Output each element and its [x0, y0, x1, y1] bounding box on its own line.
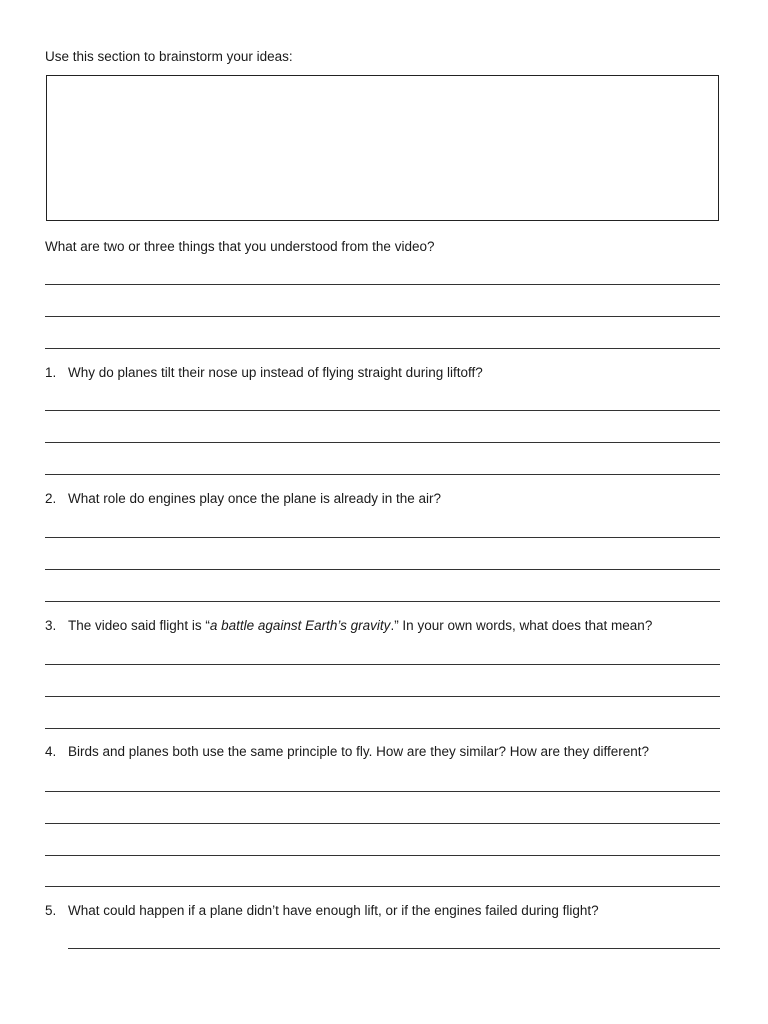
- answer-line[interactable]: [45, 601, 720, 602]
- question-2-text: What role do engines play once the plane is already in the air?: [68, 491, 441, 506]
- answer-line[interactable]: [45, 537, 720, 538]
- answer-line[interactable]: [45, 791, 720, 792]
- question-3: [45, 617, 652, 635]
- brainstorm-prompt: Use this section to brainstorm your ideas:: [45, 49, 293, 64]
- answer-line[interactable]: [45, 664, 720, 665]
- question-3-number: 3.: [45, 618, 57, 633]
- question-1-text: Why do planes tilt their nose up instead of flying straight during liftoff?: [68, 365, 483, 380]
- answer-line[interactable]: [45, 442, 720, 443]
- answer-line[interactable]: [45, 316, 720, 317]
- question-5-number: 5.: [45, 903, 57, 918]
- question-3-text-after: .” In your own words, what does that mean?: [390, 618, 653, 633]
- understood-prompt: What are two or three things that you understood from the video?: [45, 239, 435, 254]
- answer-line[interactable]: [45, 823, 720, 824]
- question-3-text-before: The video said flight is “: [68, 618, 210, 633]
- question-4-number: 4.: [45, 744, 57, 759]
- answer-line[interactable]: [45, 696, 720, 697]
- question-2-number: 2.: [45, 491, 57, 506]
- question-5: [45, 902, 599, 920]
- answer-line[interactable]: [45, 728, 720, 729]
- question-1: [45, 364, 483, 382]
- answer-line[interactable]: [45, 284, 720, 285]
- answer-line[interactable]: [68, 948, 720, 949]
- answer-line[interactable]: [45, 474, 720, 475]
- question-4-text: Birds and planes both use the same principle to fly. How are they similar? How are they different?: [68, 744, 650, 759]
- question-3-quote: a battle against Earth’s gravity: [209, 618, 391, 633]
- answer-line[interactable]: [45, 569, 720, 570]
- question-4: [45, 743, 649, 761]
- answer-line[interactable]: [45, 886, 720, 887]
- question-5-text: What could happen if a plane didn’t have enough lift, or if the engines failed during flight?: [68, 903, 599, 918]
- question-1-number: 1.: [45, 365, 57, 380]
- question-2: [45, 490, 441, 508]
- answer-line[interactable]: [45, 348, 720, 349]
- answer-line[interactable]: [45, 855, 720, 856]
- answer-line[interactable]: [45, 410, 720, 411]
- brainstorm-box[interactable]: [46, 75, 719, 221]
